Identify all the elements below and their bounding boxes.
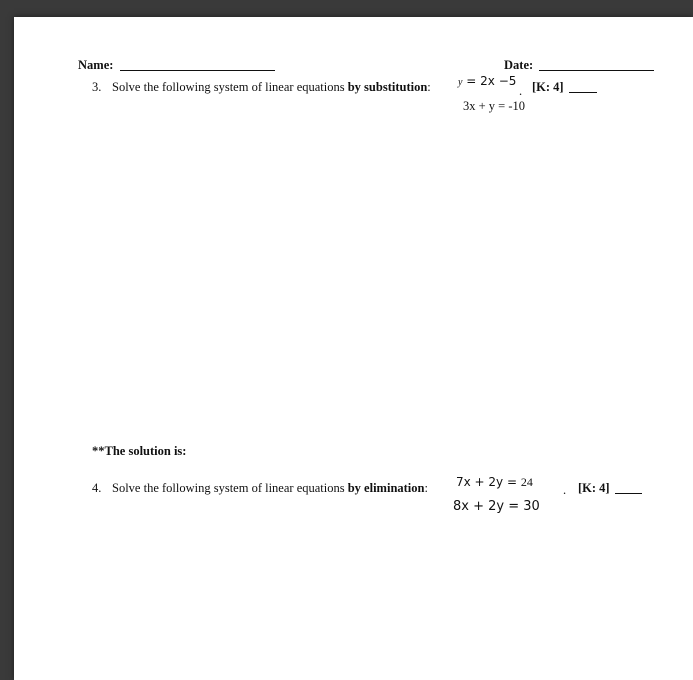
q4-colon: : (424, 481, 428, 495)
q4-number: 4. (92, 481, 102, 495)
q3-solution-label: **The solution is: (92, 444, 187, 458)
q3-marks-blank (569, 92, 597, 93)
q4-marks: [K: 4] (578, 481, 610, 495)
name-label: Name: (78, 58, 114, 72)
q3-equation-2: 3x + y = -10 (463, 99, 526, 113)
q4-equation-1 (456, 473, 533, 491)
q4-marks-blank (615, 493, 642, 494)
q4-method: by elimination (347, 481, 425, 495)
q3-number: 3. (92, 80, 102, 94)
q3-prompt (112, 80, 431, 95)
date-blank-line (539, 70, 654, 71)
date-label: Date: (504, 58, 534, 72)
q4-eq1-lhs: 7x + 2y = (456, 475, 521, 489)
q4-prompt (112, 481, 428, 496)
q3-eq1-var: y (458, 77, 463, 88)
q3-equation-1 (458, 72, 516, 90)
name-blank-line (120, 70, 275, 71)
q4-equation-2: 8x + 2y = 30 (453, 499, 540, 514)
q4-text: Solve the following system of linear equations (112, 481, 348, 495)
q3-text: Solve the following system of linear equations (112, 80, 348, 94)
q3-colon: : (427, 80, 431, 94)
q4-eq1-rhs: 24 (520, 475, 533, 489)
worksheet-page (14, 17, 693, 680)
q3-eq1-rest: = 2x −5 (462, 74, 517, 88)
q3-dot: . (519, 84, 523, 98)
q4-dot: . (563, 483, 567, 497)
q3-method: by substitution (347, 80, 428, 94)
q3-marks: [K: 4] (532, 80, 564, 94)
